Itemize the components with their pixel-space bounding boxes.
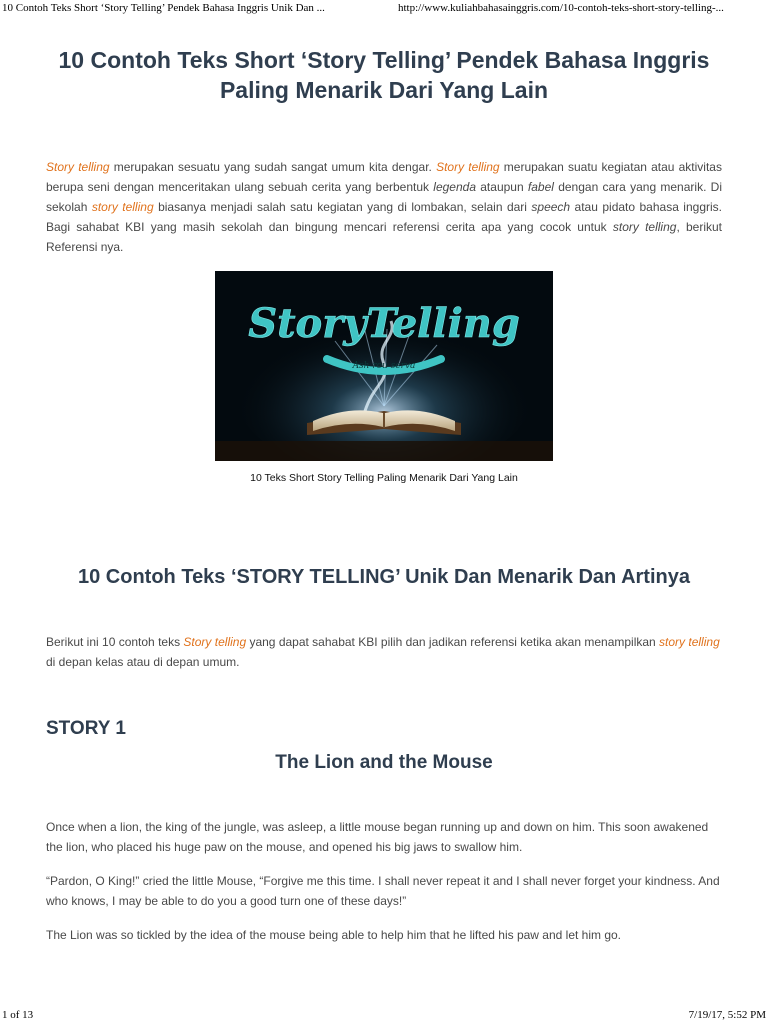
story-paragraph: Once when a lion, the king of the jungle, was asleep, a little mouse began running up and down on him. This soon awakened the lion, who placed his huge paw on the mouse, and opened his big jaws to swallow him.: [46, 820, 709, 854]
story-title: The Lion and the Mouse: [275, 752, 493, 773]
article-title: 10 Contoh Teks Short ‘Story Telling’ Pendek Bahasa Inggris Paling Menarik Dari Yang Lain: [58, 47, 710, 103]
page-number: 1 of 13: [2, 1009, 34, 1021]
intro-text: atau pidato bahasa inggris. Bagi sahabat KBI yang masih sekolah dan bingung mencari referensi cerita apa yang cocok untuk: [46, 200, 722, 234]
story-telling-link[interactable]: Story telling: [46, 160, 110, 174]
article-content: [46, 40, 722, 945]
hero-figure: [46, 271, 722, 484]
storytelling-illustration: [215, 271, 553, 461]
storytelling-image: [215, 271, 553, 461]
section-intro-text: Berikut ini 10 contoh teks: [46, 635, 184, 649]
intro-text: merupakan sesuatu yang sudah sangat umum kita dengar.: [109, 160, 437, 174]
intro-paragraph: [46, 157, 722, 257]
print-header-url: http://www.kuliahbahasainggris.com/10-contoh-teks-short-story-telling-...: [398, 2, 724, 14]
intro-italic: speech: [531, 200, 571, 214]
section-intro-text: di depan kelas atau di depan umum.: [46, 655, 240, 669]
intro-italic: legenda: [433, 180, 476, 194]
storytelling-logo-subtitle: Ash rou serva: [352, 361, 416, 371]
story-telling-link[interactable]: story telling: [91, 200, 154, 214]
story-telling-link[interactable]: Story telling: [436, 160, 500, 174]
storytelling-logo-text: StoryTelling: [248, 300, 520, 347]
section-intro: [46, 632, 722, 672]
intro-text: ataupun: [476, 180, 528, 194]
print-header-title: 10 Contoh Teks Short ‘Story Telling’ Pendek Bahasa Inggris Unik Dan ...: [2, 2, 325, 14]
intro-text: merupakan suatu kegiatan atau aktivitas berupa seni dengan menceritakan ulang sebuah cerita yang berbentuk: [46, 160, 722, 194]
intro-italic: story telling: [612, 220, 677, 234]
intro-italic: fabel: [527, 180, 554, 194]
intro-text: biasanya menjadi salah satu kegiatan yang di lombakan, selain dari: [153, 200, 532, 214]
print-footer: [0, 1008, 768, 1024]
print-datetime: 7/19/17, 5:52 PM: [688, 1009, 766, 1021]
intro-text: dengan cara yang menarik. Di sekolah: [46, 180, 722, 214]
story-telling-link[interactable]: story telling: [659, 635, 720, 649]
story-paragraph: “Pardon, O King!” cried the little Mouse, “Forgive me this time. I shall never repeat it and I shall never forget your kindness. And who knows, I may be able to do you a good turn one of these days!”: [46, 874, 720, 908]
print-header: [0, 0, 768, 18]
intro-text: , berikut Referensi nya.: [46, 220, 723, 254]
story-telling-link[interactable]: Story telling: [183, 635, 247, 649]
section-intro-text: yang dapat sahabat KBI pilih dan jadikan referensi ketika akan menampilkan: [246, 635, 660, 649]
section-title: 10 Contoh Teks ‘STORY TELLING’ Unik Dan Menarik Dan Artinya: [78, 566, 690, 588]
story-label: STORY 1: [46, 718, 126, 739]
story-paragraph: The Lion was so tickled by the idea of the mouse being able to help him that he lifted his paw and let him go.: [46, 928, 622, 942]
image-caption: 10 Teks Short Story Telling Paling Menarik Dari Yang Lain: [250, 472, 518, 484]
